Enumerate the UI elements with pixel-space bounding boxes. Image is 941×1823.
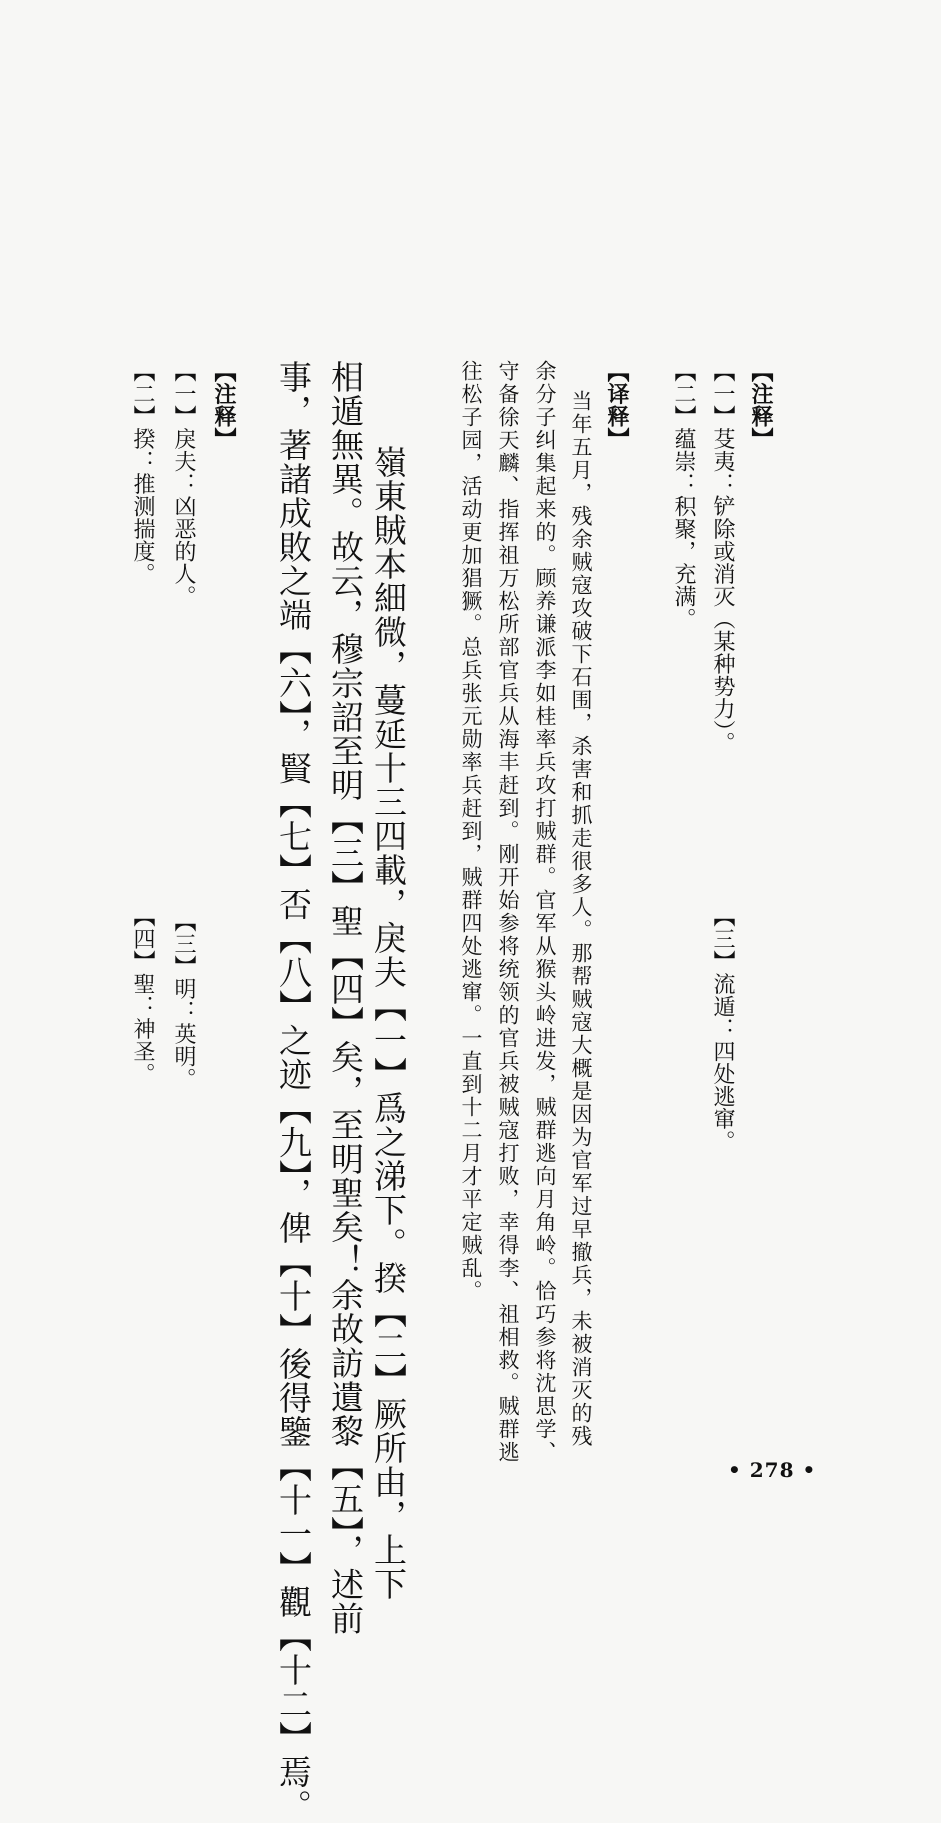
translation-line-1: 当年五月，残余贼寇攻破下石围，杀害和抓走很多人。那帮贼寇大概是因为官军过早撤兵，未被消灭的残 <box>569 390 593 1448</box>
note-bottom-1: 【一】戾夫：凶恶的人。 <box>171 360 196 608</box>
main-text-line-3: 事，著諸成敗之端【六】，賢【七】否【八】之迹【九】，俾【十】後得鑒【十一】觀【十二】焉。 <box>274 360 313 1823</box>
note-bottom-3: 【三】明：英明。 <box>171 910 196 1090</box>
notes-bottom-heading: 【注释】 <box>211 360 237 450</box>
translation-line-2: 余分子纠集起来的。顾养谦派李如桂率兵攻打贼群。官军从猴头岭进发，贼群逃向月角岭。恰巧参将沈思学、 <box>533 360 557 1464</box>
main-text-line-1: 嶺東賊本細微，蔓延十三四載，戾夫【一】爲之涕下。揆【二】厥所由，上下 <box>369 445 408 1601</box>
main-text-line-2: 相遁無異。故云，穆宗詔至明【三】聖【四】矣，至明聖矣！余故訪遺黎【五】，述前 <box>326 360 365 1636</box>
note-top-1: 【一】芟夷：铲除或消灭（某种势力）。 <box>710 360 735 754</box>
translation-heading: 【译释】 <box>604 360 630 450</box>
notes-top-heading: 【注释】 <box>748 360 774 450</box>
note-top-3: 【三】流遁：四处逃窜。 <box>710 905 735 1153</box>
note-bottom-4: 【四】聖：神圣。 <box>130 905 155 1085</box>
page-number: • 278 • <box>728 1458 817 1482</box>
translation-line-4: 往松子园，活动更加猖獗。总兵张元勋率兵赶到，贼群四处逃窜。一直到十二月才平定贼乱。 <box>459 360 483 1303</box>
note-bottom-2: 【二】揆：推测揣度。 <box>130 360 155 585</box>
note-top-2: 【二】蕴崇：积聚，充满。 <box>671 360 696 630</box>
translation-line-3: 守备徐天麟、指挥祖万松所部官兵从海丰赶到。刚开始参将统领的官兵被贼寇打败，幸得李、祖相救。贼群逃 <box>496 360 520 1464</box>
